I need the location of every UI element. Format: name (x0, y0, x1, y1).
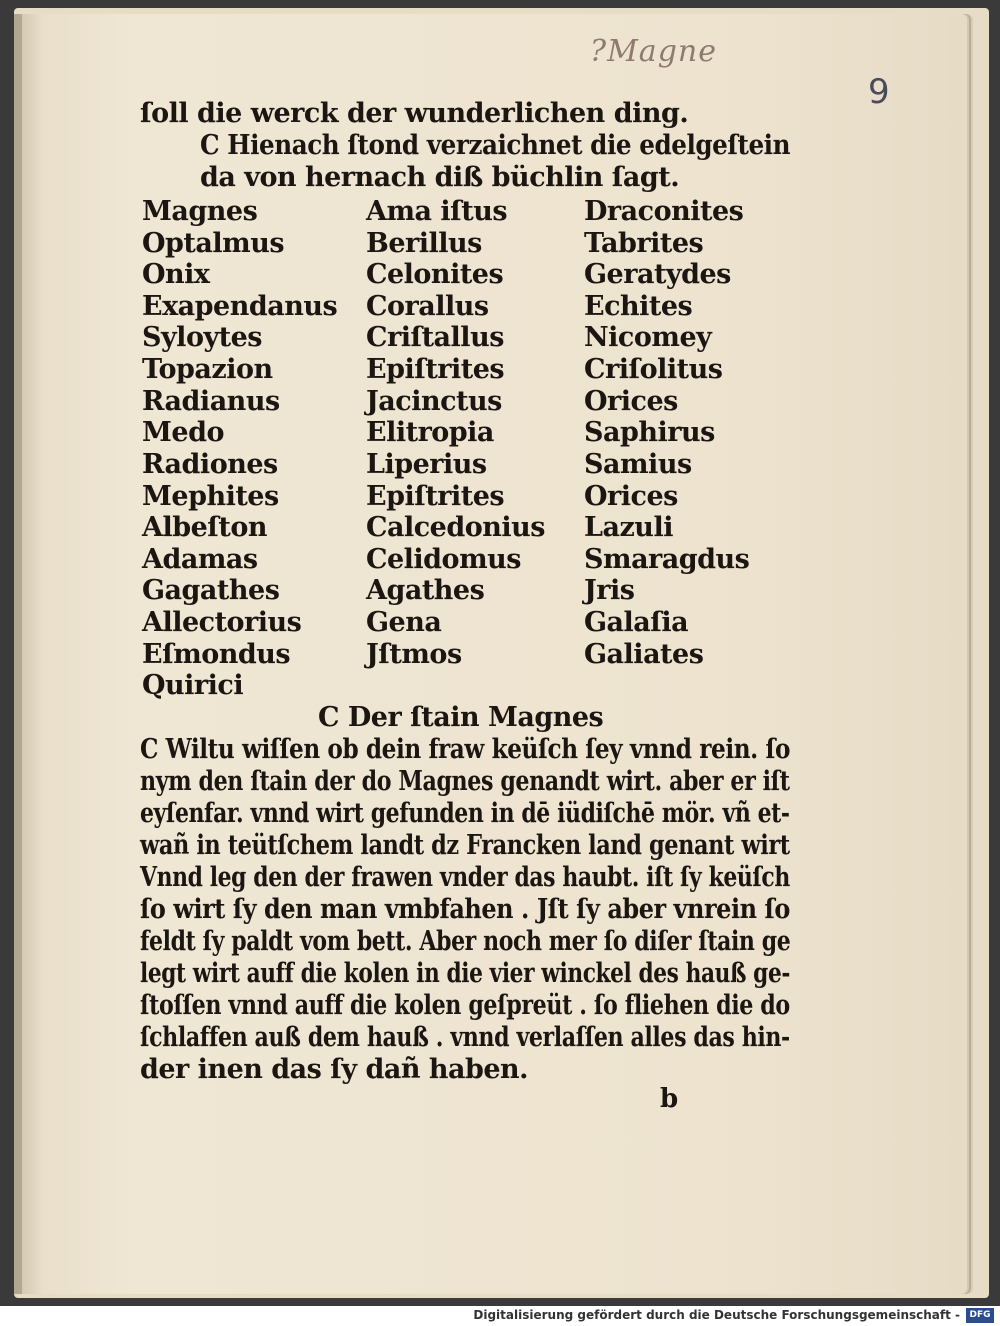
body-line: eyſenfar. vnnd wirt gefunden in dē iüdiſchē mör. vñ et- (140, 798, 790, 829)
intro-line: da von hernach diß büchlin ſagt. (200, 162, 680, 193)
stone-name: Exapendanus (142, 291, 338, 322)
stone-name: Epiſtrites (366, 354, 505, 385)
stone-name: Albeſton (142, 512, 267, 543)
stone-name: Orices (584, 386, 678, 417)
stone-name: Gena (366, 607, 442, 638)
signature-mark: b (660, 1084, 679, 1114)
stone-name: Jris (584, 575, 635, 606)
folio-number: 9 (868, 72, 890, 112)
funding-credit: Digitalisierung gefördert durch die Deutsche Forschungsgemeinschaft - (473, 1308, 960, 1322)
body-line: nym den ſtain der do Magnes genandt wirt. aber er iſt (140, 766, 790, 797)
stone-name: Magnes (142, 196, 258, 227)
stone-name: Geratydes (584, 259, 731, 290)
stone-name: Nicomey (584, 322, 712, 353)
stone-name: Elitropia (366, 417, 494, 448)
stone-name: Galaſia (584, 607, 689, 638)
body-line: legt wirt auff die kolen in die vier winckel des hauß ge- (140, 958, 790, 989)
intro-line: C Hienach ſtond verzaichnet die edelgeſtein (200, 130, 791, 161)
stone-name: Tabrites (584, 228, 704, 259)
book-spine (14, 14, 22, 1294)
stone-name: Adamas (142, 544, 258, 575)
body-line: der inen das ſy dañ haben. (140, 1054, 529, 1085)
body-line: ſtoſſen vnnd auff die kolen geſpreüt . ſo fliehen die do (140, 990, 790, 1021)
stone-name: Smaragdus (584, 544, 750, 575)
stone-name: Topazion (142, 354, 273, 385)
stone-name: Echites (584, 291, 693, 322)
stone-name: Calcedonius (366, 512, 545, 543)
stone-name: Lazuli (584, 512, 673, 543)
body-line: C Wiltu wiſſen ob dein fraw keüſch ſey vnnd rein. ſo (140, 734, 791, 765)
stone-name: Mephites (142, 481, 279, 512)
intro-line: ſoll die werck der wunderlichen ding. (140, 98, 689, 129)
stone-name: Celonites (366, 259, 504, 290)
stone-name: Syloytes (142, 322, 262, 353)
stone-name: Criſolitus (584, 354, 723, 385)
stone-name: Jſtmos (366, 639, 462, 670)
stone-name: Jacinctus (366, 386, 502, 417)
footer-bar (0, 1306, 1000, 1326)
stone-name: Corallus (366, 291, 489, 322)
stone-name: Allectorius (142, 607, 302, 638)
stone-name: Galiates (584, 639, 704, 670)
stone-name: Berillus (366, 228, 482, 259)
stone-name: Celidomus (366, 544, 521, 575)
stone-name: Orices (584, 481, 678, 512)
stone-name: Samius (584, 449, 692, 480)
pencil-annotation: ?Magne (590, 34, 717, 69)
stone-name: Gagathes (142, 575, 280, 606)
stone-name: Radianus (142, 386, 280, 417)
stone-name: Onix (142, 259, 210, 290)
body-line: ſchlaffen auß dem hauß . vnnd verlaſſen alles das hin- (140, 1022, 790, 1053)
stone-name: Saphirus (584, 417, 715, 448)
dfg-logo: DFG (966, 1308, 994, 1323)
stone-name: Quirici (142, 670, 244, 701)
stone-name: Medo (142, 417, 224, 448)
body-line: wañ in teütſchem landt dz Francken land genant wirt (140, 830, 790, 861)
stone-name: Optalmus (142, 228, 285, 259)
body-line: ſo wirt ſy den man vmbfahen . Jſt ſy aber vnrein ſo (140, 894, 790, 925)
stone-name: Agathes (366, 575, 485, 606)
stone-name: Radiones (142, 449, 278, 480)
stone-name: Ama iſtus (366, 196, 508, 227)
body-line: feldt ſy paldt vom bett. Aber noch mer ſo diſer ſtain ge (140, 926, 791, 957)
stone-name: Draconites (584, 196, 744, 227)
stone-name: Criſtallus (366, 322, 504, 353)
stone-name: Eſmondus (142, 639, 291, 670)
section-heading: C Der ſtain Magnes (318, 702, 604, 733)
stone-name: Epiſtrites (366, 481, 505, 512)
body-line: Vnnd leg den der frawen vnder das haubt. iſt ſy keüſch (140, 862, 790, 893)
stone-name: Liperius (366, 449, 487, 480)
